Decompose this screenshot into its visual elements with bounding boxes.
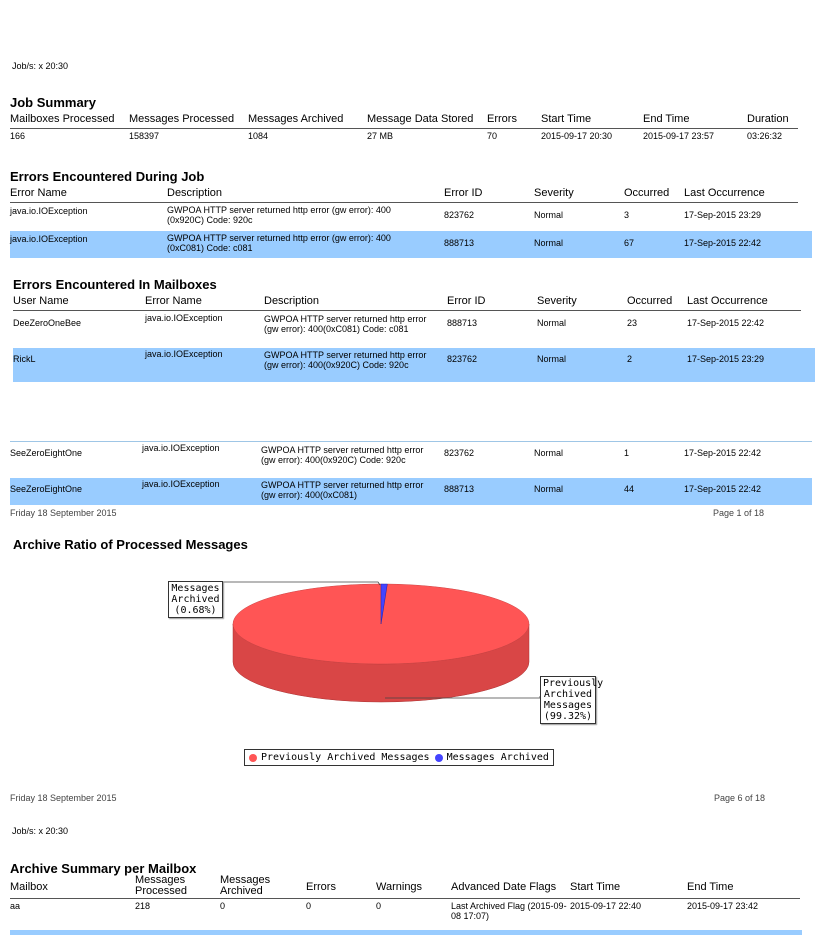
error-description: GWPOA HTTP server returned http error (gw error): 400(0xC081) Code: c081 xyxy=(264,314,427,334)
divider xyxy=(10,898,800,899)
error-id: 888713 xyxy=(444,484,475,494)
error-name: java.io.IOException xyxy=(145,313,223,323)
user-name: RickL xyxy=(13,354,36,364)
job-summary-header: Duration xyxy=(747,113,789,125)
error-last-occurrence: 17-Sep-2015 22:42 xyxy=(687,318,765,328)
errors-job-header: Severity xyxy=(534,187,574,199)
table-row xyxy=(10,478,812,505)
errors-mailboxes-header: Last Occurrence xyxy=(687,295,768,307)
errors-mailboxes-header: Description xyxy=(264,295,320,307)
errors-mailboxes-header: Error Name xyxy=(145,295,202,307)
legend-label: Messages Archived xyxy=(446,752,549,763)
error-description: GWPOA HTTP server returned http error (gw error): 400 (0xC081) Code: c081 xyxy=(167,233,391,253)
jobs-label: Job/s: x 20:30 xyxy=(12,826,69,836)
footer-page: Page 6 of 18 xyxy=(714,793,766,803)
messages-processed: 218 xyxy=(135,901,151,911)
error-last-occurrence: 17-Sep-2015 23:29 xyxy=(687,354,765,364)
job-summary-value: 03:26:32 xyxy=(747,131,783,141)
error-severity: Normal xyxy=(537,354,567,364)
legend-dot-blue xyxy=(435,754,443,762)
divider xyxy=(13,310,801,311)
warnings-count: 0 xyxy=(376,901,382,911)
archive-header: Mailbox xyxy=(10,881,48,893)
error-severity: Normal xyxy=(534,210,564,220)
error-severity: Normal xyxy=(537,318,567,328)
error-description: GWPOA HTTP server returned http error (gw error): 400(0x920C) Code: 920c xyxy=(264,350,427,370)
errors-mailboxes-header: User Name xyxy=(13,295,69,307)
callout-line: Messages xyxy=(543,700,593,711)
job-summary-value: 1084 xyxy=(248,131,269,141)
divider xyxy=(10,202,798,203)
errors-mailboxes-header: Occurred xyxy=(627,295,673,307)
error-occurred: 44 xyxy=(624,484,635,494)
error-id: 888713 xyxy=(444,238,475,248)
error-id: 823762 xyxy=(444,210,475,220)
error-occurred: 67 xyxy=(624,238,635,248)
job-summary-header: Errors xyxy=(487,113,517,125)
errors-mailboxes-title: Errors Encountered In Mailboxes xyxy=(13,277,217,292)
error-name: java.io.IOException xyxy=(10,234,88,244)
divider xyxy=(10,128,798,129)
errors-mailboxes-header: Error ID xyxy=(447,295,486,307)
legend-label: Previously Archived Messages xyxy=(261,752,430,763)
error-last-occurrence: 17-Sep-2015 23:29 xyxy=(684,210,762,220)
callout-line: Previously xyxy=(543,678,604,689)
callout-line: Archived xyxy=(543,689,593,700)
job-summary-header: End Time xyxy=(643,113,690,125)
callout-line: Archived xyxy=(171,594,220,605)
error-severity: Normal xyxy=(534,484,564,494)
error-severity: Normal xyxy=(534,238,564,248)
error-name: java.io.IOException xyxy=(145,349,223,359)
error-occurred: 1 xyxy=(624,448,630,458)
job-summary-value: 2015-09-17 20:30 xyxy=(541,131,613,141)
jobs-label: Job/s: x 20:30 xyxy=(12,61,69,71)
error-last-occurrence: 17-Sep-2015 22:42 xyxy=(684,238,762,248)
user-name: DeeZeroOneBee xyxy=(13,318,82,328)
error-id: 823762 xyxy=(444,448,475,458)
messages-archived: 0 xyxy=(220,901,226,911)
job-summary-value: 166 xyxy=(10,131,26,141)
chart-title: Archive Ratio of Processed Messages xyxy=(13,537,248,552)
job-summary-value: 27 MB xyxy=(367,131,394,141)
callout-previously-archived xyxy=(540,676,604,724)
job-summary-header: Mailboxes Processed xyxy=(10,113,115,125)
archive-header: End Time xyxy=(687,881,734,893)
job-summary-title: Job Summary xyxy=(10,95,96,110)
error-description: GWPOA HTTP server returned http error (gw error): 400(0x920C) Code: 920c xyxy=(261,445,424,465)
callout-line: Messages xyxy=(171,583,220,594)
error-description: GWPOA HTTP server returned http error (gw error): 400 (0x920C) Code: 920c xyxy=(167,205,391,225)
legend-dot-red xyxy=(249,754,257,762)
mailbox-name: aa xyxy=(10,901,21,911)
archive-header: Messages Processed xyxy=(135,874,187,897)
user-name: SeeZeroEightOne xyxy=(10,484,83,494)
archive-header: Start Time xyxy=(570,881,621,893)
errors-job-header: Error ID xyxy=(444,187,483,199)
error-id: 888713 xyxy=(447,318,478,328)
pie-chart xyxy=(0,560,824,740)
job-summary-header: Start Time xyxy=(541,113,592,125)
error-severity: Normal xyxy=(534,448,564,458)
errors-count: 0 xyxy=(306,901,312,911)
footer-date: Friday 18 September 2015 xyxy=(10,508,117,518)
callout-line: (99.32%) xyxy=(543,711,593,722)
table-row xyxy=(10,930,802,935)
job-summary-header: Messages Archived xyxy=(248,113,344,125)
error-occurred: 2 xyxy=(627,354,633,364)
errors-job-title: Errors Encountered During Job xyxy=(10,169,205,184)
job-summary-header: Message Data Stored xyxy=(367,113,474,125)
error-occurred: 3 xyxy=(624,210,630,220)
error-last-occurrence: 17-Sep-2015 22:42 xyxy=(684,484,762,494)
archive-summary-title: Archive Summary per Mailbox xyxy=(10,861,197,876)
errors-mailboxes-header: Severity xyxy=(537,295,577,307)
error-name: java.io.IOException xyxy=(10,206,88,216)
archive-header: Advanced Date Flags xyxy=(451,881,557,893)
table-row xyxy=(10,231,812,258)
error-name: java.io.IOException xyxy=(142,443,220,453)
error-last-occurrence: 17-Sep-2015 22:42 xyxy=(684,448,762,458)
advanced-date-flags: Last Archived Flag (2015-09-08 17:07) xyxy=(451,901,567,921)
callout-line: (0.68%) xyxy=(174,605,217,616)
chart-legend xyxy=(244,749,554,766)
job-summary-value: 2015-09-17 23:57 xyxy=(643,131,715,141)
divider xyxy=(10,441,812,442)
job-summary-header: Messages Processed xyxy=(129,113,235,125)
callout-messages-archived xyxy=(168,581,223,618)
errors-job-header: Error Name xyxy=(10,187,67,199)
end-time: 2015-09-17 23:42 xyxy=(687,901,759,911)
table-row xyxy=(13,348,815,382)
error-occurred: 23 xyxy=(627,318,638,328)
start-time: 2015-09-17 22:40 xyxy=(570,901,642,911)
job-summary-value: 158397 xyxy=(129,131,160,141)
archive-header: Warnings xyxy=(376,881,423,893)
errors-job-header: Description xyxy=(167,187,223,199)
job-summary-value: 70 xyxy=(487,131,498,141)
error-name: java.io.IOException xyxy=(142,479,220,489)
error-description: GWPOA HTTP server returned http error (gw error): 400(0xC081) xyxy=(261,480,424,500)
archive-header: Errors xyxy=(306,881,336,893)
errors-job-header: Last Occurrence xyxy=(684,187,765,199)
footer-date: Friday 18 September 2015 xyxy=(10,793,117,803)
footer-page: Page 1 of 18 xyxy=(713,508,765,518)
error-id: 823762 xyxy=(447,354,478,364)
archive-header: Messages Archived xyxy=(220,874,271,897)
errors-job-header: Occurred xyxy=(624,187,670,199)
user-name: SeeZeroEightOne xyxy=(10,448,83,458)
